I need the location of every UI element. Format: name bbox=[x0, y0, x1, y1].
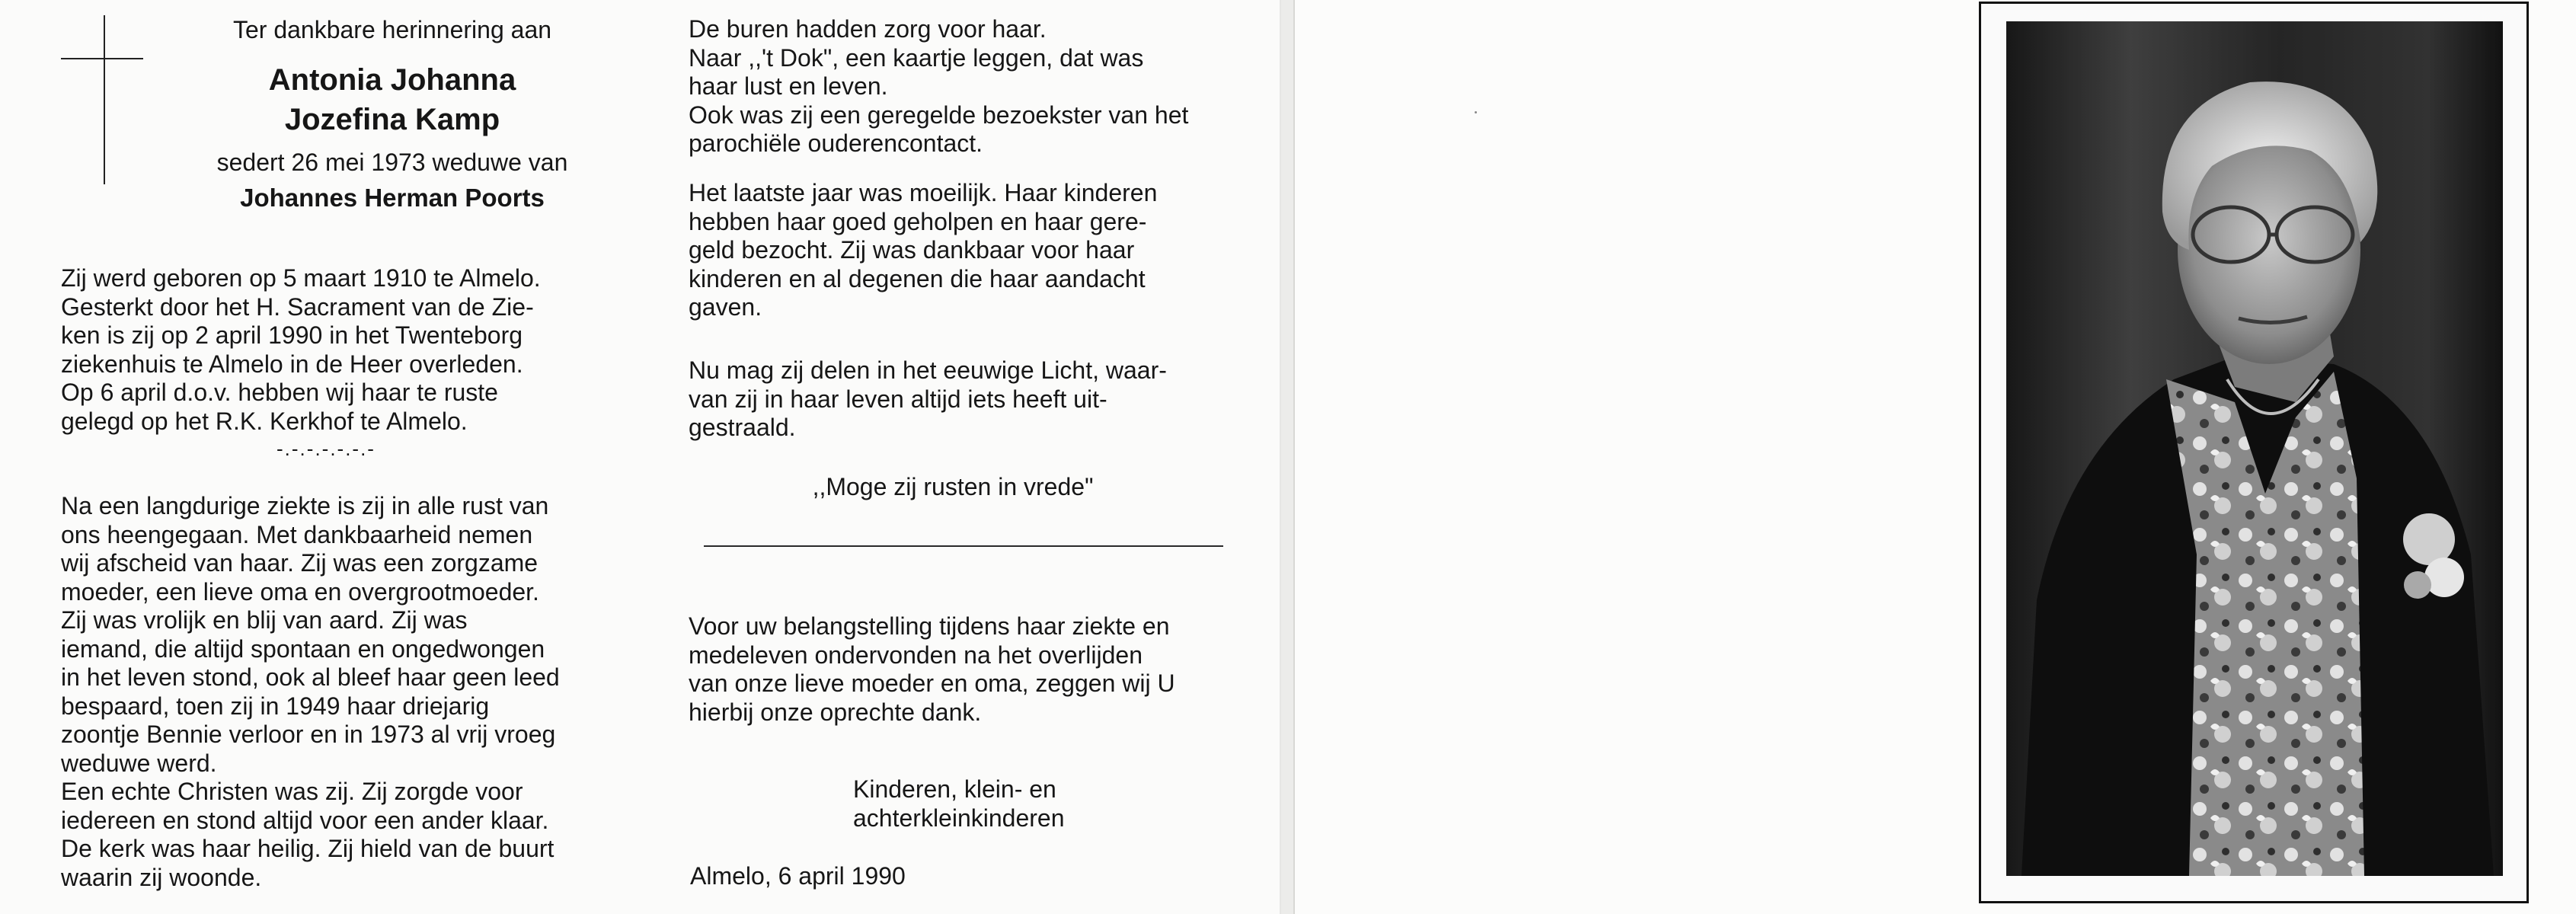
text-line: De buren hadden zorg voor haar. bbox=[689, 15, 1047, 43]
text-line: wij afscheid van haar. Zij was een zorgzame bbox=[61, 549, 539, 577]
text-line: Zij werd geboren op 5 maart 1910 te Almelo. bbox=[61, 264, 541, 292]
divider-rule bbox=[704, 545, 1223, 547]
signature-line1: Kinderen, klein- en bbox=[853, 775, 1056, 803]
text-line: parochiële ouderencontact. bbox=[689, 129, 983, 157]
text-line: Naar ,,'t Dok", een kaartje leggen, dat was bbox=[689, 43, 1144, 72]
text-line: Voor uw belangstelling tijdens haar ziekte en bbox=[689, 612, 1170, 640]
portrait-photo bbox=[2006, 21, 2503, 876]
spouse-name: Johannes Herman Poorts bbox=[240, 184, 545, 212]
text-line: in het leven stond, ook al bleef haar geen leed bbox=[61, 663, 560, 691]
text-line: gaven. bbox=[689, 293, 762, 321]
closing-quote: ,,Moge zij rusten in vrede" bbox=[812, 473, 1094, 500]
text-line: hierbij onze oprechte dank. bbox=[689, 698, 982, 726]
deceased-name-line1: Antonia Johanna bbox=[268, 63, 516, 97]
neighbourhood-paragraph bbox=[689, 15, 1217, 158]
section-separator: -.-.-.-.-.-.- bbox=[276, 437, 376, 460]
cross-icon bbox=[104, 15, 105, 184]
text-line: Na een langdurige ziekte is zij in alle rust van bbox=[61, 492, 549, 519]
text-line: Een echte Christen was zij. Zij zorgde voor bbox=[61, 778, 523, 805]
text-line: De kerk was haar heilig. Zij hield van de buurt bbox=[61, 835, 555, 862]
text-line: geld bezocht. Zij was dankbaar voor haar bbox=[689, 236, 1135, 264]
left-page bbox=[0, 0, 640, 914]
text-line: Nu mag zij delen in het eeuwige Licht, waar- bbox=[689, 356, 1167, 384]
text-line: Gesterkt door het H. Sacrament van de Zie- bbox=[61, 292, 534, 321]
text-line: zoontje Bennie verloor en in 1973 al vrij vroeg bbox=[61, 721, 556, 748]
widow-line: sedert 26 mei 1973 weduwe van bbox=[216, 149, 568, 176]
cross-icon-bar bbox=[61, 58, 143, 59]
text-line: gelegd op het R.K. Kerkhof te Almelo. bbox=[61, 407, 468, 435]
text-line: haar lust en leven. bbox=[689, 72, 888, 100]
intro-line: Ter dankbare herinnering aan bbox=[232, 16, 552, 43]
text-line: kinderen en al degenen die haar aandacht bbox=[689, 264, 1146, 292]
portrait-illustration bbox=[2006, 21, 2503, 876]
text-line: bespaard, toen zij in 1949 haar driejarig bbox=[61, 692, 490, 720]
place-date: Almelo, 6 april 1990 bbox=[690, 862, 906, 890]
text-line: ons heengegaan. Met dankbaarheid nemen bbox=[61, 520, 533, 548]
text-line: iedereen en stond altijd voor een ander klaar. bbox=[61, 806, 549, 834]
biography-paragraph bbox=[61, 264, 591, 436]
text-line: hebben haar goed geholpen en haar gere- bbox=[689, 207, 1147, 235]
text-line: ziekenhuis te Almelo in de Heer overleden. bbox=[61, 350, 523, 378]
signature-line2: achterkleinkinderen bbox=[853, 804, 1065, 832]
text-line: iemand, die altijd spontaan en ongedwongen bbox=[61, 634, 545, 663]
text-line: van zij in haar leven altijd iets heeft uit- bbox=[689, 385, 1107, 413]
thanks-paragraph bbox=[689, 612, 1217, 727]
text-line: Ook was zij een geregelde bezoekster van het bbox=[689, 101, 1189, 129]
text-line: moeder, een lieve oma en overgrootmoeder. bbox=[61, 577, 539, 606]
text-line: medeleven ondervonden na het overlijden bbox=[689, 641, 1143, 669]
text-line: weduwe werd. bbox=[61, 749, 217, 777]
text-line: van onze lieve moeder en oma, zeggen wij U bbox=[689, 670, 1175, 697]
text-line: ken is zij op 2 april 1990 in het Twenteborg bbox=[61, 321, 523, 349]
deceased-name-line2: Jozefina Kamp bbox=[284, 103, 500, 136]
text-line: gestraald. bbox=[689, 414, 796, 441]
text-line: Op 6 april d.o.v. hebben wij haar te ruste bbox=[61, 379, 498, 406]
text-line: waarin zij woonde. bbox=[61, 863, 262, 891]
remembrance-paragraph bbox=[61, 492, 591, 892]
text-line: Het laatste jaar was moeilijk. Haar kinderen bbox=[689, 179, 1158, 206]
text-line: Zij was vrolijk en blij van aard. Zij was bbox=[61, 606, 468, 634]
middle-page bbox=[640, 0, 1280, 914]
last-year-paragraph bbox=[689, 179, 1217, 322]
card-inner-spread bbox=[0, 0, 1281, 914]
eternal-light-paragraph bbox=[689, 356, 1217, 443]
paper-speck bbox=[1475, 111, 1477, 113]
